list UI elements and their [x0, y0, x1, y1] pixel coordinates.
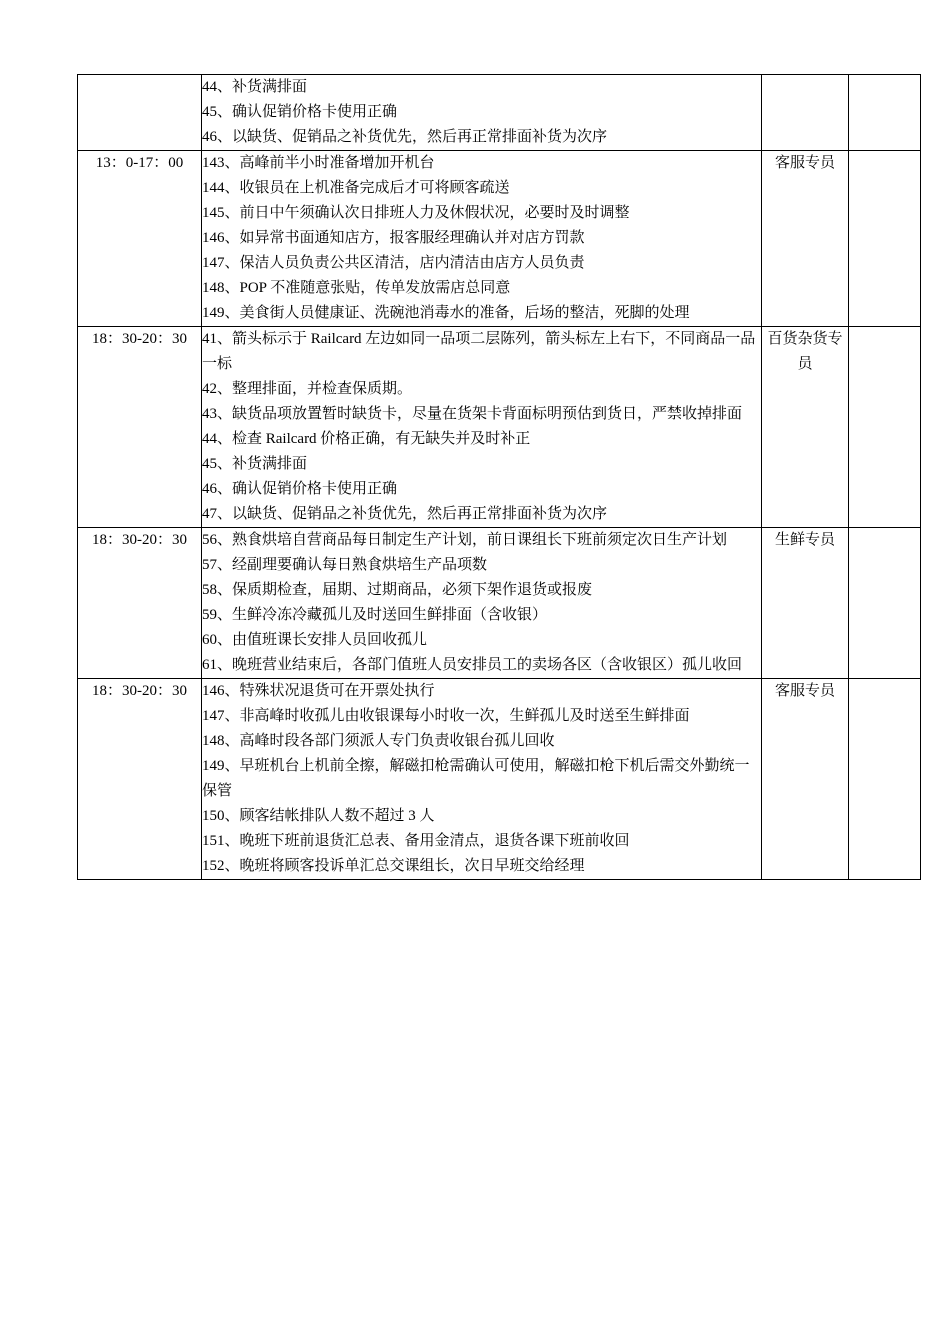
- task-item: 46、以缺货、促销品之补货优先，然后再正常排面补货为次序: [202, 129, 608, 145]
- time-slot-cell: [78, 75, 202, 151]
- responsible-role-cell: 客服专员: [762, 151, 849, 327]
- task-list-cell: [202, 679, 762, 880]
- task-item: 44、补货满排面: [202, 79, 308, 95]
- task-item: 146、特殊状况退货可在开票处执行: [202, 683, 435, 699]
- remarks-cell: [849, 327, 921, 528]
- task-list-cell: [202, 528, 762, 679]
- task-item: 46、确认促销价格卡使用正确: [202, 481, 398, 497]
- remarks-cell: [849, 151, 921, 327]
- task-item: 152、晚班将顾客投诉单汇总交课组长，次日早班交给经理: [202, 858, 585, 874]
- responsible-role-cell: 百货杂货专员: [762, 327, 849, 528]
- task-list-cell: [202, 327, 762, 528]
- task-item: 147、保洁人员负责公共区清洁，店内清洁由店方人员负责: [202, 255, 585, 271]
- remarks-cell: [849, 679, 921, 880]
- task-item: 59、生鲜冷冻冷藏孤儿及时送回生鲜排面（含收银）: [202, 607, 548, 623]
- remarks-cell: [849, 75, 921, 151]
- time-slot-cell: 18：30-20：30: [78, 528, 202, 679]
- task-item: 58、保质期检查，届期、过期商品，必须下架作退货或报废: [202, 582, 593, 598]
- task-list-cell: [202, 75, 762, 151]
- responsible-role-cell: 生鲜专员: [762, 528, 849, 679]
- remarks-cell: [849, 528, 921, 679]
- task-item: 148、POP 不准随意张贴，传单发放需店总同意: [202, 280, 511, 296]
- task-item: 45、确认促销价格卡使用正确: [202, 104, 398, 120]
- task-item: 151、晚班下班前退货汇总表、备用金清点，退货各课下班前收回: [202, 833, 630, 849]
- task-item: 44、检查 Railcard 价格正确，有无缺失并及时补正: [202, 431, 531, 447]
- table-row: [78, 528, 921, 679]
- task-item: 60、由值班课长安排人员回收孤儿: [202, 632, 428, 648]
- time-slot-cell: 18：30-20：30: [78, 327, 202, 528]
- task-item: 149、美食街人员健康证、洗碗池消毒水的准备，后场的整洁，死脚的处理: [202, 305, 690, 321]
- task-item: 143、高峰前半小时准备增加开机台: [202, 155, 435, 171]
- task-item: 45、补货满排面: [202, 456, 308, 472]
- responsible-role-cell: 客服专员: [762, 679, 849, 880]
- task-item: 57、经副理要确认每日熟食烘培生产品项数: [202, 557, 488, 573]
- schedule-table: [77, 74, 921, 880]
- responsible-role-cell: [762, 75, 849, 151]
- task-item: 149、早班机台上机前全擦，解磁扣枪需确认可使用，解磁扣枪下机后需交外勤统一保管: [202, 758, 750, 799]
- task-item: 147、非高峰时收孤儿由收银课每小时收一次，生鲜孤儿及时送至生鲜排面: [202, 708, 690, 724]
- time-slot-cell: 13：0-17：00: [78, 151, 202, 327]
- task-item: 150、顾客结帐排队人数不超过 3 人: [202, 808, 435, 824]
- table-row: [78, 679, 921, 880]
- table-row: [78, 75, 921, 151]
- task-item: 41、箭头标示于 Railcard 左边如同一品项二层陈列，箭头标左上右下，不同商品一品一标: [202, 331, 756, 372]
- task-item: 42、整理排面，并检查保质期。: [202, 381, 413, 397]
- time-slot-cell: 18：30-20：30: [78, 679, 202, 880]
- task-item: 146、如异常书面通知店方，报客服经理确认并对店方罚款: [202, 230, 585, 246]
- schedule-body: [78, 75, 921, 880]
- task-item: 145、前日中午须确认次日排班人力及休假状况，必要时及时调整: [202, 205, 630, 221]
- task-item: 43、缺货品项放置暂时缺货卡，尽量在货架卡背面标明预估到货日，严禁收掉排面: [202, 406, 743, 422]
- task-item: 56、熟食烘培自营商品每日制定生产计划，前日课组长下班前须定次日生产计划: [202, 532, 728, 548]
- task-item: 148、高峰时段各部门须派人专门负责收银台孤儿回收: [202, 733, 555, 749]
- task-list-cell: [202, 151, 762, 327]
- task-item: 47、以缺货、促销品之补货优先，然后再正常排面补货为次序: [202, 506, 608, 522]
- table-row: [78, 327, 921, 528]
- table-row: [78, 151, 921, 327]
- task-item: 144、收银员在上机准备完成后才可将顾客疏送: [202, 180, 510, 196]
- task-item: 61、晚班营业结束后，各部门值班人员安排员工的卖场各区（含收银区）孤儿收回: [202, 657, 743, 673]
